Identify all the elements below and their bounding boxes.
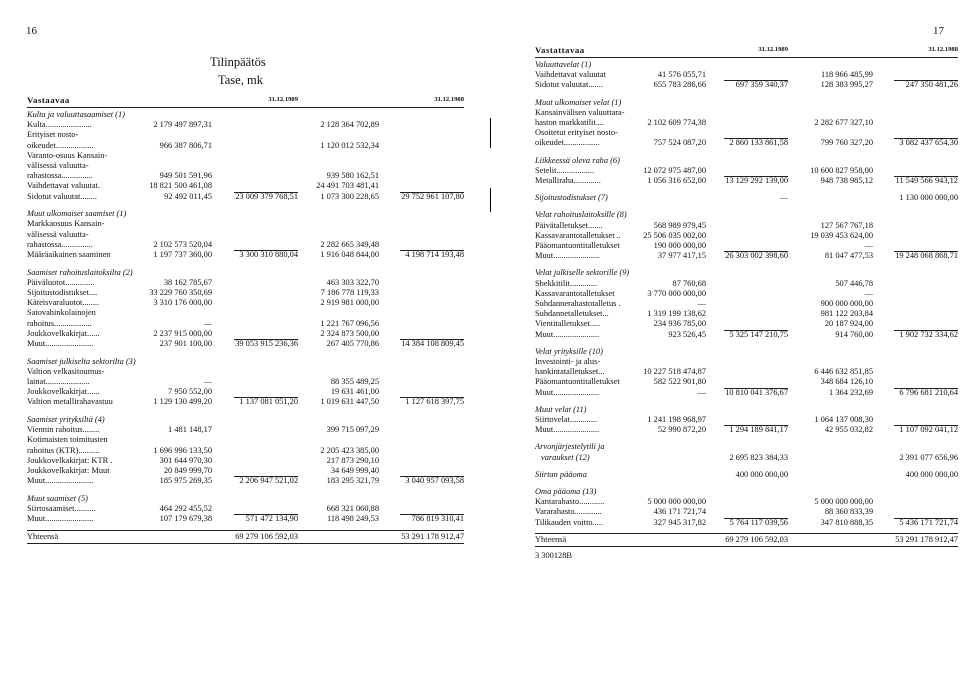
left-section-title: Kulta ja valuuttasaamiset (1) [27, 110, 125, 119]
right-row-label: Kassavarantotalletukset .. [535, 230, 621, 240]
right-value-col2: 13 129 292 139,00 [725, 176, 788, 185]
left-value-col4: 14 384 108 809,45 [401, 339, 464, 348]
right-section-title: Sijoitustodistukset (7) [535, 193, 608, 203]
left-value-col3: 1 019 631 447,50 [320, 397, 379, 407]
left-value-col3: 88 355 489,25 [330, 377, 379, 386]
left-row-label: rahastossa............... [27, 171, 93, 181]
right-value-col3: 20 187 924,00 [824, 319, 873, 329]
left-value-col4: 4 198 714 193,48 [405, 250, 464, 259]
right-value-col2: 2 860 133 861,58 [729, 138, 788, 148]
left-header-date2: 31.12.1988 [434, 96, 464, 103]
right-value-col1: 37 977 417,15 [657, 251, 706, 261]
left-row-label: Erityiset nosto- [27, 130, 79, 140]
right-value-col3: 347 810 888,35 [820, 517, 873, 527]
left-sum-rule [400, 476, 464, 477]
right-sum-rule [894, 518, 958, 519]
left-row-label: lainat..................... [27, 377, 90, 386]
left-value-col1: 301 644 970,30 [159, 455, 212, 465]
right-section-title: varaukset (12) [541, 452, 590, 462]
right-row-label: Kansainvälisen valuuttara- [535, 107, 625, 117]
right-value-col2: 1 294 189 841,17 [729, 425, 788, 435]
right-value-col1: 2 102 609 774,38 [647, 118, 706, 127]
right-section-total: — [779, 193, 788, 203]
right-section-title: Valuuttavelat (1) [535, 60, 592, 69]
left-value-col1: 2 179 497 897,31 [153, 120, 212, 130]
left-value-col3: 939 580 162,51 [326, 171, 379, 181]
left-row-label: rahoitus.................. [27, 318, 92, 328]
left-row-label: välisessä valuutta- [27, 161, 89, 170]
left-row-label: Sijoitustodistukset.... [27, 288, 98, 297]
left-value-col3: 668 321 060,88 [326, 504, 379, 513]
left-row-label: Kotimaisten toimitusten [27, 435, 108, 445]
right-row-label: Investointi- ja alus- [535, 357, 601, 366]
page-number-right: 17 [933, 25, 944, 37]
left-sum-rule [234, 339, 298, 340]
right-value-col3: — [864, 288, 873, 298]
right-sum-rule [894, 388, 958, 389]
right-value-col4: 11 549 566 943,12 [895, 176, 958, 185]
left-value-col3: 2 128 364 702,89 [320, 120, 379, 130]
right-row-label: Kantarahasto............ [535, 497, 605, 507]
right-value-col4: 247 350 481,26 [905, 80, 958, 90]
right-section-title: Velat rahoituslaitoksille (8) [535, 210, 627, 220]
right-value-col3: 1 064 137 008,30 [814, 415, 873, 424]
left-value-col2: 39 053 915 236,36 [235, 339, 298, 348]
right-value-col3: — [864, 241, 873, 250]
left-sum-rule [234, 250, 298, 251]
right-value-col4: 1 107 092 041,12 [899, 425, 958, 435]
left-value-col3: 118 498 249,53 [326, 514, 379, 524]
left-total-underline [27, 543, 464, 544]
left-value-col3: 2 919 981 000,00 [320, 298, 379, 308]
right-section-total: 400 000 000,00 [905, 469, 958, 479]
left-value-col1: 3 310 176 000,00 [153, 298, 212, 308]
left-header-date1: 31.12.1989 [268, 96, 298, 103]
right-total-underline [535, 546, 958, 547]
right-row-label: Vientitalletukset..... [535, 319, 601, 329]
left-value-col1: 949 501 591,96 [159, 171, 212, 181]
left-value-col3: 463 303 322,70 [326, 277, 379, 287]
right-value-col4: 5 436 171 721,74 [899, 517, 958, 527]
right-value-col3: 88 360 833,39 [824, 507, 873, 517]
left-value-col1: 185 975 269,35 [159, 476, 212, 486]
right-value-col1: 5 000 000 000,00 [647, 497, 706, 507]
left-value-col1: — [203, 377, 212, 386]
right-value-col3: 118 966 485,99 [820, 70, 873, 80]
right-value-col3: 2 282 677 327,10 [814, 118, 873, 127]
right-row-label: Muut...................... [535, 387, 600, 397]
statement-subtitle: Tase, mk [218, 73, 263, 87]
left-value-col3: 1 120 012 532,34 [320, 140, 379, 150]
right-value-col1: 436 171 721,74 [653, 507, 706, 517]
right-sum-rule [724, 138, 788, 139]
right-sum-rule [894, 425, 958, 426]
page-number-left: 16 [26, 25, 37, 37]
right-value-col4: 1 902 732 334,62 [899, 329, 958, 339]
left-section-title: Saamiset rahoituslaitoksilta (2) [27, 267, 133, 277]
right-row-label: Setelit.................. [535, 165, 595, 175]
left-row-label: Valtion metallirahavastuu [27, 397, 113, 407]
right-value-col1: 1 241 198 968,97 [647, 415, 706, 424]
statement-title: Tilinpäätös [210, 55, 266, 69]
left-row-label: Päiväluotot.............. [27, 277, 95, 287]
right-section-title: Velat julkiselle sektorille (9) [535, 268, 630, 278]
right-total-col4: 53 291 178 912,47 [895, 534, 958, 544]
right-value-col1: — [697, 387, 706, 397]
left-row-label: Viennin rahoitus........ [27, 425, 100, 435]
right-row-label: Pääomantuontitalletukset [535, 241, 620, 250]
left-header-label: Vastaavaa [27, 95, 70, 105]
right-row-label: hankintatalletukset... [535, 367, 605, 377]
left-value-col3: 1 221 767 096,56 [320, 318, 379, 328]
left-row-label: Sidotut valuutat........ [27, 191, 98, 201]
left-value-col1: 1 481 148,17 [168, 425, 212, 435]
right-sum-rule [724, 518, 788, 519]
right-row-label: Siirtovelat............. [535, 415, 598, 424]
left-section-title: Saamiset julkiselta sektorilta (3) [27, 356, 136, 366]
left-row-label: välisessä valuutta- [27, 229, 89, 239]
right-row-label: Muut...................... [535, 425, 600, 435]
left-value-col1: 2 237 915 000,00 [153, 328, 212, 338]
right-value-col2: 5 325 147 210,75 [729, 329, 788, 339]
gutter-mark [490, 118, 491, 148]
left-value-col2: 571 472 134,90 [245, 514, 298, 524]
right-row-label: Vararahasto............. [535, 507, 602, 517]
right-value-col3: 799 760 327,20 [820, 138, 873, 148]
footer-code: 3 300128B [535, 550, 572, 560]
left-value-col1: 237 901 100,00 [159, 339, 212, 348]
right-section-title: Arvonjärjestelytili ja [535, 442, 605, 452]
right-value-col1: 52 990 872,20 [657, 425, 706, 435]
left-value-col1: 38 162 785,67 [163, 277, 212, 287]
right-value-col2: 5 764 117 039,56 [729, 517, 788, 527]
right-sum-rule [894, 330, 958, 331]
left-value-col1: 464 292 455,52 [159, 504, 212, 513]
right-section-title: Velat yrityksille (10) [535, 346, 603, 356]
right-value-col2: 26 303 002 398,60 [725, 251, 788, 261]
left-value-col4: 29 752 961 107,80 [401, 191, 464, 201]
right-row-label: Kassavarantotalletukset [535, 288, 615, 298]
right-value-col3: 81 047 477,53 [824, 251, 873, 261]
right-section-total: 2 695 823 384,33 [729, 452, 788, 462]
right-sum-rule [894, 176, 958, 177]
left-value-col2: 1 137 081 051,20 [239, 397, 298, 407]
right-row-label: Muut...................... [535, 329, 600, 339]
left-row-label: Joukkovelkakirjat...... [27, 387, 100, 397]
left-total-rule [27, 530, 464, 531]
left-sum-rule [400, 397, 464, 398]
left-value-col3: 267 405 770,86 [326, 339, 379, 348]
right-value-col1: 655 783 286,66 [653, 80, 706, 90]
left-value-col3: 1 916 048 844,00 [320, 250, 379, 259]
left-sum-rule [400, 250, 464, 251]
right-value-col1: 10 227 518 474,87 [643, 367, 706, 377]
left-value-col3: 19 631 461,00 [330, 387, 379, 397]
left-value-col3: 24 491 703 481,41 [316, 181, 379, 191]
left-sum-rule [234, 397, 298, 398]
right-section-title: Siirtan pääoma [535, 469, 587, 479]
right-value-col1: 234 936 785,00 [653, 319, 706, 329]
right-value-col1: 1 319 199 138,62 [647, 309, 706, 319]
right-section-title: Muut velat (11) [535, 404, 587, 414]
right-header-label: Vastattavaa [535, 45, 585, 55]
left-sum-rule [234, 514, 298, 515]
right-sum-rule [724, 80, 788, 81]
right-value-col3: 914 760,00 [835, 329, 873, 339]
left-row-label: Varanto-osuus Kansain- [27, 150, 108, 160]
left-value-col1: 18 821 500 461,08 [149, 181, 212, 191]
right-value-col3: 948 738 985,12 [820, 176, 873, 185]
left-value-col3: 399 715 097,29 [326, 425, 379, 435]
right-value-col3: 507 446,78 [835, 278, 873, 288]
right-header-date2: 31.12.1988 [928, 46, 958, 53]
right-value-col4: 3 082 437 654,30 [899, 138, 958, 148]
right-row-label: haston markkatilit.... [535, 118, 605, 127]
right-sum-rule [894, 138, 958, 139]
right-value-col3: 981 122 203,84 [820, 309, 873, 319]
right-row-label: Suhdannerahastotalletus . [535, 299, 621, 308]
right-value-col3: 19 039 453 624,00 [810, 230, 873, 240]
left-row-label: Joukkovelkakirjat: KTR . [27, 455, 113, 465]
left-section-title: Muut ulkomaiset saamiset (1) [27, 209, 127, 219]
left-total-label: Yhteensä [27, 531, 59, 541]
right-value-col1: 757 524 087,20 [653, 138, 706, 148]
right-value-col3: 127 567 767,18 [820, 220, 873, 230]
right-header-date1: 31.12.1989 [758, 46, 788, 53]
right-row-label: Vaihdettavat valuutat [535, 70, 606, 80]
left-row-label: Vaihdettavat valuutat. [27, 181, 101, 191]
right-value-col1: 87 760,68 [672, 278, 706, 288]
left-row-label: Satovahinkolainojen [27, 308, 96, 318]
right-row-label: Päivätalletukset....... [535, 220, 603, 230]
left-row-label: Markkaosuus Kansain- [27, 219, 105, 229]
right-section-title: Oma pääoma (13) [535, 487, 597, 496]
left-sum-rule [400, 339, 464, 340]
right-value-col1: — [697, 299, 706, 308]
left-header-rule [27, 107, 464, 108]
left-value-col1: 1 197 737 360,00 [153, 250, 212, 259]
right-value-col1: 3 770 000 000,00 [647, 288, 706, 298]
left-row-label: Valtion velkasitoumus- [27, 366, 105, 376]
right-sum-rule [894, 251, 958, 252]
left-row-label: Siirtosaamiset.......... [27, 504, 96, 513]
left-row-label: Joukkovelkakirjat: Muut [27, 466, 110, 475]
left-value-col3: 217 873 290,10 [326, 455, 379, 465]
right-total-rule [535, 533, 958, 534]
right-section-total: 400 000 000,00 [735, 469, 788, 479]
right-value-col1: 25 506 035 002,00 [643, 230, 706, 240]
right-value-col1: 582 522 901,80 [653, 377, 706, 387]
right-value-col2: 697 359 340,37 [735, 80, 788, 90]
right-section-title: Liikkeessä oleva raha (6) [535, 155, 620, 165]
right-row-label: Shekkitilit............. [535, 278, 598, 288]
left-value-col4: 786 819 310,41 [411, 514, 464, 524]
right-sum-rule [724, 176, 788, 177]
left-value-col3: 2 282 665 349,48 [320, 239, 379, 249]
left-row-label: Käteisvaraluotot........ [27, 298, 100, 308]
left-value-col1: 92 492 011,45 [164, 191, 212, 201]
right-header-rule [535, 57, 958, 58]
right-value-col3: 1 364 232,69 [829, 387, 873, 397]
left-value-col1: 2 102 573 520,04 [153, 239, 212, 249]
left-row-label: Muut....................... [27, 476, 94, 486]
right-section-total: 1 130 000 000,00 [899, 193, 958, 203]
right-sum-rule [724, 251, 788, 252]
right-sum-rule [724, 388, 788, 389]
left-section-title: Muut saamiset (5) [27, 493, 88, 503]
left-row-label: rahastossa............... [27, 239, 93, 249]
left-value-col3: 2 205 423 385,00 [320, 445, 379, 455]
right-section-total: 2 391 077 656,96 [899, 452, 958, 462]
left-total-col2: 69 279 106 592,03 [235, 531, 298, 541]
right-value-col3: 5 000 000 000,00 [814, 497, 873, 507]
right-sum-rule [894, 80, 958, 81]
left-value-col3: 2 324 873 500,00 [320, 328, 379, 338]
right-section-title: Muut ulkomaiset velat (1) [535, 97, 622, 107]
left-row-label: rahoitus (KTR).......... [27, 445, 100, 455]
left-sum-rule [400, 514, 464, 515]
left-value-col1: 966 387 806,71 [159, 140, 212, 150]
left-sum-rule [400, 192, 464, 193]
right-total-col2: 69 279 106 592,03 [725, 534, 788, 544]
left-value-col4: 1 127 618 397,75 [405, 397, 464, 407]
left-value-col3: 1 073 300 228,65 [320, 191, 379, 201]
right-value-col3: 10 600 827 958,00 [810, 165, 873, 175]
right-sum-rule [724, 425, 788, 426]
left-section-title: Saamiset yrityksiltä (4) [27, 415, 105, 424]
right-row-label: Pääomantuontitalletukset [535, 377, 620, 387]
right-row-label: Muut...................... [535, 251, 600, 261]
left-value-col2: 23 009 379 768,51 [235, 191, 298, 201]
right-value-col4: 6 796 681 210,64 [899, 387, 958, 397]
left-value-col2: 3 300 310 880,04 [239, 250, 298, 259]
right-value-col1: 12 072 975 487,00 [643, 165, 706, 175]
right-value-col1: 568 989 979,45 [653, 220, 706, 230]
left-value-col1: 107 179 679,38 [159, 514, 212, 524]
left-sum-rule [234, 476, 298, 477]
left-total-col4: 53 291 178 912,47 [401, 531, 464, 541]
right-value-col3: 6 446 632 851,85 [814, 367, 873, 377]
right-sum-rule [724, 330, 788, 331]
left-value-col4: 3 040 957 093,58 [405, 476, 464, 486]
left-value-col3: 183 295 321,79 [326, 476, 379, 486]
left-value-col1: — [203, 318, 212, 328]
left-value-col1: 33 229 760 350,69 [149, 288, 212, 297]
right-row-label: Suhdannetalletukset... [535, 309, 609, 319]
right-value-col4: 19 248 068 868,71 [895, 251, 958, 261]
right-value-col3: 900 000 000,00 [820, 299, 873, 308]
right-value-col2: 10 810 041 376,67 [725, 387, 788, 397]
gutter-mark [490, 188, 491, 212]
left-value-col1: 20 849 999,70 [163, 466, 212, 475]
right-row-label: oikeudet................. [535, 138, 600, 148]
right-row-label: Tilikauden voitto..... [535, 517, 604, 527]
left-value-col1: 7 950 552,00 [168, 387, 212, 397]
left-value-col2: 2 206 947 521,02 [239, 476, 298, 486]
right-value-col1: 1 056 316 652,00 [647, 176, 706, 185]
left-value-col3: 7 186 778 119,33 [320, 288, 379, 297]
left-row-label: Kulta...................... [27, 120, 92, 130]
left-value-col1: 1 696 996 133,50 [153, 445, 212, 455]
left-value-col3: 34 649 999,40 [330, 466, 379, 475]
left-row-label: Joukkovelkakirjat...... [27, 328, 100, 338]
left-row-label: Muut....................... [27, 339, 94, 348]
right-value-col3: 348 684 126,10 [820, 377, 873, 387]
left-row-label: Muut....................... [27, 514, 94, 524]
left-sum-rule [234, 192, 298, 193]
right-value-col1: 327 945 317,82 [653, 517, 706, 527]
right-value-col1: 923 526,45 [668, 329, 706, 339]
right-value-col3: 128 383 995,27 [820, 80, 873, 90]
left-row-label: oikeudet.................. [27, 140, 94, 150]
right-row-label: Metalliraha............. [535, 176, 601, 185]
right-row-label: Sidotut valuutat....... [535, 80, 603, 90]
right-row-label: Osoitetut erityiset nosto- [535, 128, 618, 138]
left-value-col1: 1 129 130 499,20 [153, 397, 212, 407]
right-total-label: Yhteensä [535, 534, 567, 544]
right-value-col1: 190 000 000,00 [653, 241, 706, 250]
right-value-col1: 41 576 055,71 [657, 70, 706, 80]
right-value-col3: 42 955 032,82 [824, 425, 873, 435]
left-row-label: Määräaikainen saaminen [27, 250, 111, 259]
